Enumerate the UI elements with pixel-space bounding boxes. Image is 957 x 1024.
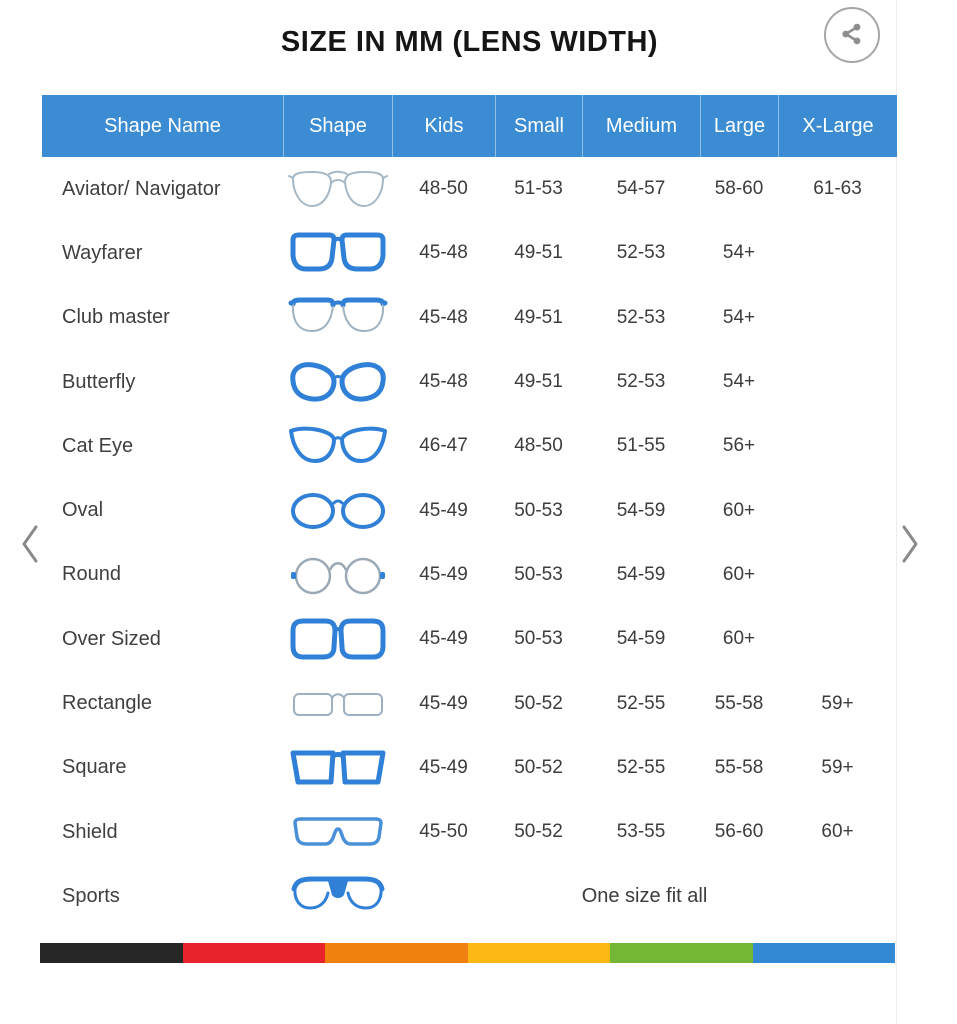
stripe-segment-yellow: [468, 943, 611, 963]
cat-eye-glasses-icon: [288, 423, 388, 469]
size-medium: 52-55: [616, 756, 666, 778]
clubmaster-glasses-icon: [288, 295, 388, 341]
size-small: 50-53: [514, 563, 563, 585]
square-glasses-icon: [288, 745, 388, 791]
column-header-kids: Kids: [392, 95, 495, 157]
size-large: 60+: [722, 628, 756, 650]
size-small: 48-50: [514, 435, 563, 457]
table-row: [42, 736, 897, 800]
size-kids: 45-48: [419, 242, 468, 264]
table-row: [42, 800, 897, 864]
table-row: [42, 221, 897, 285]
size-small: 51-53: [514, 178, 563, 200]
size-medium: 52-53: [616, 242, 666, 264]
chevron-right-icon: [897, 553, 923, 568]
round-glasses-icon: [288, 552, 388, 598]
size-small: 50-53: [514, 628, 563, 650]
size-small: 50-52: [514, 692, 563, 714]
stripe-segment-orange: [325, 943, 468, 963]
stripe-segment-blue: [753, 943, 896, 963]
table-row: [42, 350, 897, 414]
stripe-segment-black: [40, 943, 183, 963]
size-medium: 51-55: [616, 435, 666, 457]
shape-name: Shield: [62, 820, 118, 843]
size-large: 55-58: [714, 692, 764, 714]
size-large: 60+: [722, 499, 756, 521]
table-row: [42, 286, 897, 350]
size-medium: 52-55: [616, 692, 666, 714]
share-button[interactable]: [824, 7, 880, 63]
size-table: [42, 95, 897, 929]
size-kids: 45-49: [419, 692, 468, 714]
size-large: 58-60: [714, 178, 764, 200]
carousel-next-button[interactable]: [895, 523, 925, 567]
size-medium: 52-53: [616, 371, 666, 393]
carousel-prev-button[interactable]: [15, 523, 45, 567]
oval-glasses-icon: [288, 488, 388, 534]
size-xlarge: 60+: [821, 821, 854, 843]
column-header-small: Small: [495, 95, 582, 157]
aviator-glasses-icon: [288, 166, 388, 212]
size-medium: 54-57: [616, 178, 666, 200]
size-small: 50-52: [514, 756, 563, 778]
size-large: 54+: [722, 306, 756, 328]
column-header-xlarge: X-Large: [778, 95, 897, 157]
table-row: [42, 671, 897, 735]
table-body: [42, 157, 897, 929]
shape-name: Oval: [62, 499, 104, 522]
shape-name: Wayfarer: [62, 241, 143, 264]
shape-name: Square: [62, 756, 127, 779]
size-xlarge: 59+: [821, 756, 854, 778]
size-kids: 45-48: [419, 306, 468, 328]
stripe-segment-red: [183, 943, 326, 963]
shape-name: Butterfly: [62, 370, 136, 393]
page-title: SIZE IN MM (LENS WIDTH): [280, 26, 659, 58]
rectangle-glasses-icon: [288, 681, 388, 727]
size-xlarge: 61-63: [813, 178, 862, 200]
shape-name: Club master: [62, 306, 170, 329]
shape-name: Rectangle: [62, 692, 153, 715]
shape-name: Over Sized: [62, 627, 161, 650]
brand-color-stripe: [40, 943, 895, 963]
table-row: [42, 157, 897, 221]
size-medium: 52-53: [616, 306, 666, 328]
size-large: 54+: [722, 371, 756, 393]
size-medium: 54-59: [616, 628, 666, 650]
shape-name: Aviator/ Navigator: [62, 177, 221, 200]
size-small: 49-51: [514, 371, 563, 393]
size-xlarge: 59+: [821, 692, 854, 714]
shape-name: Sports: [62, 884, 120, 907]
column-header-large: Large: [700, 95, 778, 157]
size-small: 49-51: [514, 306, 563, 328]
column-header-shape-name: Shape Name: [104, 115, 221, 137]
size-small: 50-52: [514, 821, 563, 843]
size-large: 55-58: [714, 756, 764, 778]
column-header-shape: Shape: [283, 95, 392, 157]
column-header-medium: Medium: [582, 95, 700, 157]
share-icon: [837, 19, 867, 52]
shield-glasses-icon: [288, 809, 388, 855]
size-small: 49-51: [514, 242, 563, 264]
oversized-glasses-icon: [288, 616, 388, 662]
table-row: [42, 543, 897, 607]
size-large: 60+: [722, 563, 756, 585]
size-large: 56+: [722, 435, 756, 457]
size-kids: 45-48: [419, 371, 468, 393]
table-row: [42, 414, 897, 478]
size-kids: 45-49: [419, 756, 468, 778]
table-row: [42, 607, 897, 671]
table-row: [42, 864, 897, 928]
size-large: 56-60: [714, 821, 764, 843]
butterfly-glasses-icon: [288, 359, 388, 405]
shape-name: Round: [62, 563, 121, 586]
table-row: [42, 478, 897, 542]
size-small: 50-53: [514, 499, 563, 521]
one-size-note: One size fit all: [581, 884, 708, 907]
stripe-segment-green: [610, 943, 753, 963]
size-kids: 48-50: [419, 178, 468, 200]
sports-glasses-icon: [288, 873, 388, 919]
size-kids: 45-49: [419, 628, 468, 650]
size-medium: 54-59: [616, 563, 666, 585]
shape-name: Cat Eye: [62, 434, 134, 457]
table-header-row: [42, 95, 897, 157]
size-kids: 45-49: [419, 499, 468, 521]
size-medium: 53-55: [616, 821, 666, 843]
chevron-left-icon: [17, 553, 43, 568]
size-large: 54+: [722, 242, 756, 264]
wayfarer-glasses-icon: [288, 230, 388, 276]
size-kids: 46-47: [419, 435, 468, 457]
size-kids: 45-49: [419, 563, 468, 585]
size-kids: 45-50: [419, 821, 468, 843]
size-medium: 54-59: [616, 499, 666, 521]
